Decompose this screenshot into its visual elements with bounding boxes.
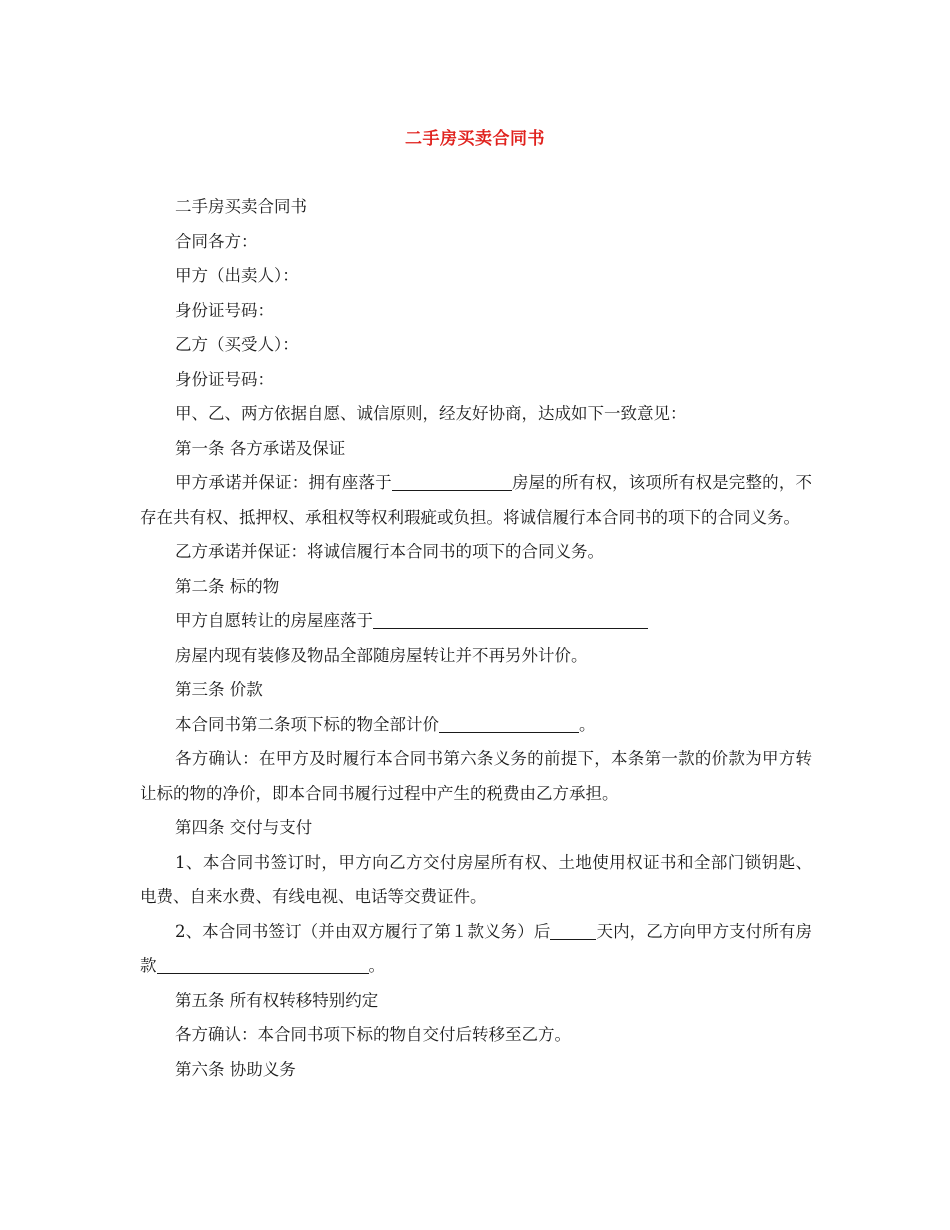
paragraph-party-a-id: 身份证号码： (175, 300, 274, 320)
paragraph-heading: 二手房买卖合同书 (175, 197, 307, 216)
fill-blank-location (392, 472, 512, 491)
text-segment: 。 (368, 956, 385, 975)
article-3-confirm: 各方确认：在甲方及时履行本合同书第六条义务的前提下，本条第一款的价款为甲方转让标的物的净价，即本合同书履行过程中产生的税费由乙方承担。 (140, 749, 812, 803)
text-segment: 甲方承诺并保证：拥有座落于 (175, 473, 392, 492)
article-2-location (140, 604, 812, 639)
article-3-price (140, 708, 812, 743)
text-segment: 房屋的所有权，该项所有权是完整的，不存在共有权、抵押权、承租权等权利瑕疵或负担。将诚信履行本合同书的项下的合同义务。 (140, 473, 813, 527)
text-segment: 天内，乙方向甲方支付所有房款 (140, 921, 813, 975)
article-1-heading: 第一条 各方承诺及保证 (175, 438, 346, 458)
paragraph-agreement: 甲、乙、两方依据自愿、诚信原则，经友好协商，达成如下一致意见： (175, 404, 687, 423)
document-body (140, 190, 812, 1087)
article-4-heading: 第四条 交付与支付 (175, 818, 313, 837)
text-segment: 。 (579, 714, 596, 734)
article-5-confirm: 各方确认：本合同书项下标的物自交付后转移至乙方。 (175, 1025, 571, 1044)
paragraph-party-b-id: 身份证号码： (175, 369, 274, 389)
text-segment: 2、本合同书签订（并由双方履行了第１款义务）后 (175, 921, 551, 941)
fill-blank-price (439, 714, 579, 733)
paragraph-parties: 合同各方： (175, 231, 258, 251)
article-6-heading: 第六条 协助义务 (175, 1059, 296, 1079)
article-5-heading: 第五条 所有权转移特别约定 (175, 990, 379, 1010)
document-title: 二手房买卖合同书 (405, 129, 545, 149)
text-segment: 本合同书第二条项下标的物全部计价 (175, 714, 439, 734)
article-4-item-1: 1、本合同书签订时，甲方向乙方交付房屋所有权、土地使用权证书和全部门锁钥匙、电费、自来水费、有线电视、电话等交费证件。 (140, 852, 812, 906)
article-2-heading: 第二条 标的物 (175, 576, 280, 596)
fill-blank-payment (157, 955, 369, 974)
article-1-party-b: 乙方承诺并保证：将诚信履行本合同书的项下的合同义务。 (175, 542, 604, 561)
article-4-item-2 (140, 915, 812, 984)
paragraph-party-b: 乙方（买受人）： (175, 335, 299, 354)
text-segment: 甲方自愿转让的房屋座落于 (175, 611, 373, 630)
paragraph-party-a: 甲方（出卖人）： (175, 266, 299, 285)
article-3-heading: 第三条 价款 (175, 680, 263, 699)
fill-blank-address (373, 610, 648, 629)
fill-blank-days (550, 921, 596, 940)
article-1-party-a (140, 466, 812, 535)
article-2-fixtures: 房屋内现有装修及物品全部随房屋转让并不再另外计价。 (175, 645, 588, 665)
